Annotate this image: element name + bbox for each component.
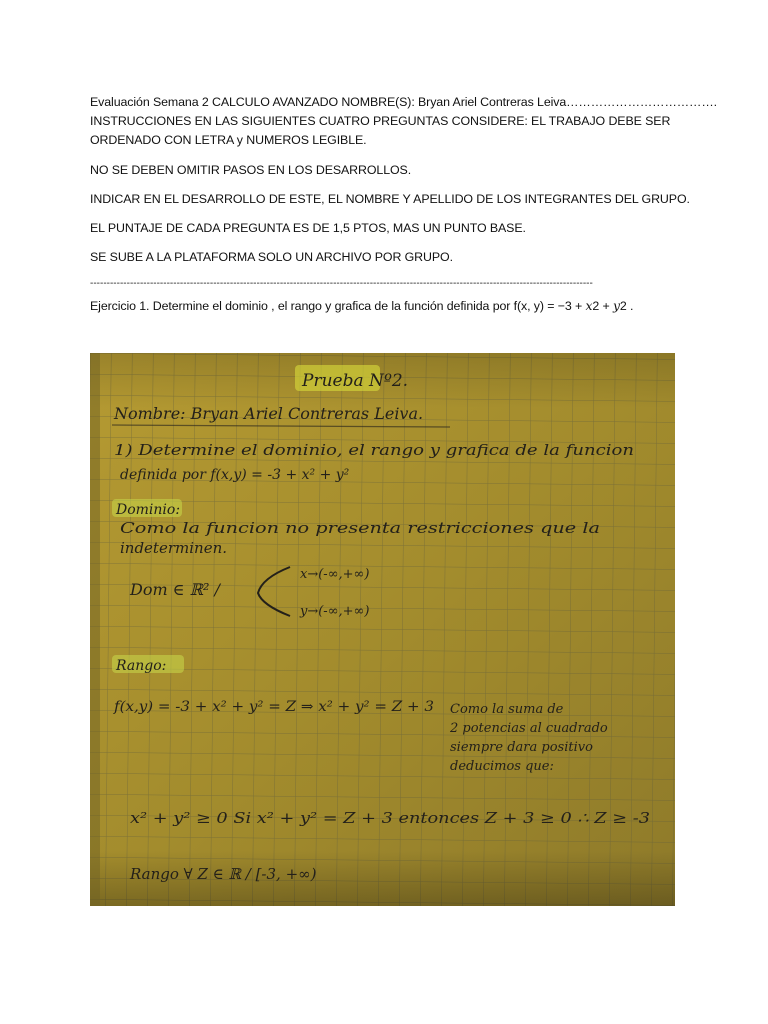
separator-line: -------------------------------------------------------------------------------------------------------------------------------------------------------	[90, 278, 593, 289]
math-exp-1: 2	[592, 299, 600, 313]
exercise-prefix: Ejercicio 1. Determine el dominio , el rango y grafica de la función definida por f(x, y) = −3 +	[90, 299, 586, 313]
hw-name: Nombre: Bryan Ariel Contreras Leiva.	[114, 404, 424, 423]
rule-no-omit-steps: NO SE DEBEN OMITIR PASOS EN LOS DESARROLLOS.	[90, 163, 412, 177]
hw-dom-label: Dom ∈ ℝ² /	[130, 580, 220, 599]
hw-rango-final: Rango ∀ Z ∈ ℝ / [-3, +∞)	[130, 865, 317, 883]
hw-dominio-text-1: Como la funcion no presenta restricciones que la	[120, 519, 600, 537]
hw-note-3: siempre dara positivo	[450, 740, 593, 755]
hw-title: Prueba Nº2.	[302, 371, 409, 391]
hw-inequality: x² + y² ≥ 0 Si x² + y² = Z + 3 entonces Z + 3 ≥ 0 ∴ Z ≥ -3	[130, 809, 650, 827]
instructions-line-cont: ORDENADO CON LETRA y NUMEROS LEGIBLE.	[90, 133, 367, 147]
hw-dom-y: y→(-∞,+∞)	[300, 604, 370, 619]
hw-note-2: 2 potencias al cuadrado	[450, 721, 608, 736]
hw-note-1: Como la suma de	[450, 702, 564, 717]
math-y: y	[613, 298, 620, 313]
hw-dominio-heading: Dominio:	[116, 502, 181, 518]
rule-names: INDICAR EN EL DESARROLLO DE ESTE, EL NOMBRE Y APELLIDO DE LOS INTEGRANTES DEL GRUPO.	[90, 192, 690, 206]
math-exp-2: 2	[619, 299, 627, 313]
rule-score: EL PUNTAJE DE CADA PREGUNTA ES DE 1,5 PTOS, MAS UN PUNTO BASE.	[90, 221, 526, 235]
exercise-suffix: .	[626, 299, 634, 313]
hw-note-4: deducimos que:	[450, 759, 554, 774]
hw-rango-heading: Rango:	[116, 658, 167, 674]
header-title-line: Evaluación Semana 2 CALCULO AVANZADO NOMBRE(S): Bryan Ariel Contreras Leiva……………………………….	[90, 95, 717, 109]
hw-question-line-1: 1) Determine el dominio, el rango y grafica de la funcion	[114, 441, 634, 459]
hw-question-line-2: definida por f(x,y) = -3 + x² + y²	[120, 467, 350, 483]
handwritten-solution-photo	[90, 353, 675, 906]
exercise-1-statement	[90, 298, 633, 314]
instructions-line: INSTRUCCIONES EN LAS SIGUIENTES CUATRO PREGUNTAS CONSIDERE: EL TRABAJO DEBE SER	[90, 114, 671, 128]
hw-eq-1: f(x,y) = -3 + x² + y² = Z ⇒ x² + y² = Z + 3	[112, 699, 435, 715]
rule-upload: SE SUBE A LA PLATAFORMA SOLO UN ARCHIVO POR GRUPO.	[90, 250, 453, 264]
hw-dom-x: x→(-∞,+∞)	[300, 567, 370, 582]
math-x: x	[585, 298, 593, 313]
hw-dominio-text-2: indeterminen.	[120, 539, 227, 557]
math-plus: +	[599, 299, 613, 313]
